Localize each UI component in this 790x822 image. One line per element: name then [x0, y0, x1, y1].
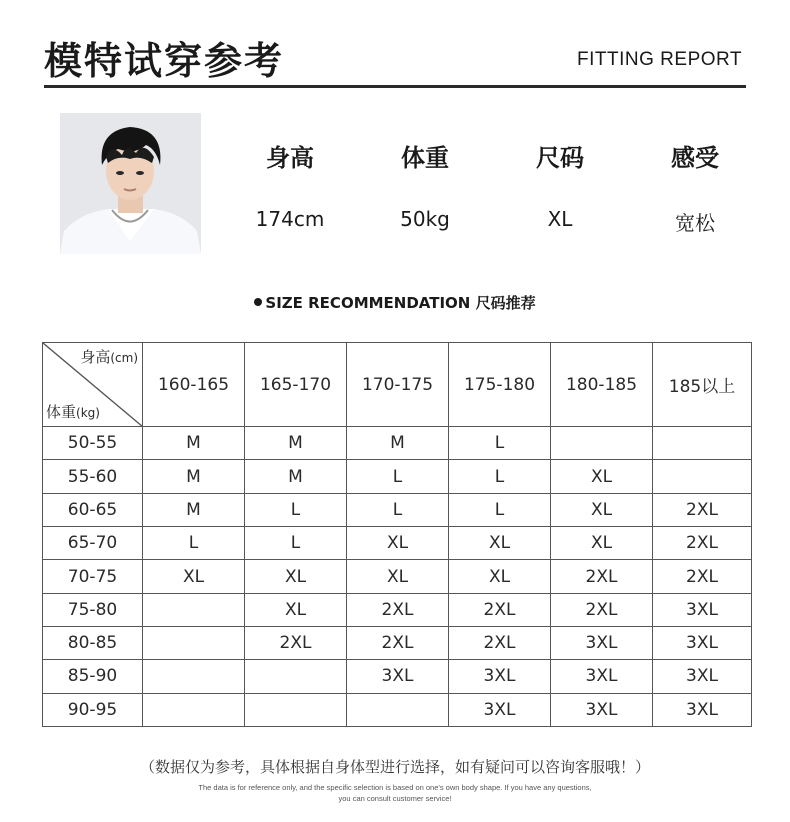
size-cell: 3XL [653, 626, 752, 659]
size-cell: M [143, 460, 245, 493]
size-cell [245, 660, 347, 693]
size-cell: 2XL [551, 593, 653, 626]
model-weight-value: 50kg [400, 207, 450, 231]
size-cell: XL [551, 460, 653, 493]
size-cell: M [143, 493, 245, 526]
size-cell: XL [347, 527, 449, 560]
size-recommendation-title [0, 292, 790, 313]
row-weight-label: 80-85 [43, 626, 143, 659]
column-header: 180-185 [551, 343, 653, 427]
size-cell: XL [347, 560, 449, 593]
size-recommendation-label: SIZE RECOMMENDATION 尺码推荐 [265, 294, 536, 312]
footer-note-en-line-2: you can consult customer service! [338, 794, 452, 803]
corner-weight-label: 体重(kg) [46, 403, 100, 422]
model-height-value: 174cm [255, 207, 325, 231]
size-cell: 2XL [347, 626, 449, 659]
column-header: 175-180 [449, 343, 551, 427]
size-cell: 3XL [551, 660, 653, 693]
table-corner-cell [43, 343, 143, 427]
table-row [43, 427, 752, 460]
size-cell: 2XL [245, 626, 347, 659]
size-cell: 3XL [347, 660, 449, 693]
size-cell [143, 693, 245, 726]
row-weight-label: 85-90 [43, 660, 143, 693]
size-cell: 3XL [551, 693, 653, 726]
size-cell: M [347, 427, 449, 460]
size-cell [143, 660, 245, 693]
size-cell [143, 593, 245, 626]
column-header: 170-175 [347, 343, 449, 427]
size-cell [653, 460, 752, 493]
size-cell: 2XL [551, 560, 653, 593]
table-row [43, 660, 752, 693]
page-subtitle: FITTING REPORT [577, 49, 742, 70]
size-cell [245, 693, 347, 726]
size-cell: 2XL [449, 593, 551, 626]
size-chart-table [42, 342, 752, 727]
size-cell: M [143, 427, 245, 460]
size-cell: 3XL [653, 660, 752, 693]
size-cell: XL [449, 560, 551, 593]
model-height-heading: 身高 [266, 144, 314, 172]
size-cell: 3XL [653, 593, 752, 626]
bullet-dot-icon [254, 298, 262, 306]
table-row [43, 626, 752, 659]
row-weight-label: 55-60 [43, 460, 143, 493]
footer-note-en [0, 782, 790, 804]
size-cell: 2XL [449, 626, 551, 659]
footer-note-cn: （数据仅为参考，具体根据自身体型进行选择，如有疑问可以咨询客服哦！） [139, 758, 650, 776]
size-cell: XL [245, 593, 347, 626]
size-cell: 3XL [449, 660, 551, 693]
footer-note-en-line-1: The data is for reference only, and the specific selection is based on one's own body shape. If you have any questions, [198, 783, 592, 792]
size-cell: XL [551, 527, 653, 560]
size-cell [551, 427, 653, 460]
size-cell: M [245, 460, 347, 493]
model-size-heading: 尺码 [536, 144, 584, 172]
size-cell: M [245, 427, 347, 460]
table-header-row [43, 343, 752, 427]
size-cell [143, 626, 245, 659]
size-cell: XL [245, 560, 347, 593]
column-header: 160-165 [143, 343, 245, 427]
column-header: 185以上 [653, 343, 752, 427]
size-cell: L [347, 460, 449, 493]
table-row [43, 527, 752, 560]
model-feel-value: 宽松 [675, 211, 715, 235]
size-cell: 2XL [653, 560, 752, 593]
size-cell: 3XL [551, 626, 653, 659]
size-cell: L [245, 493, 347, 526]
row-weight-label: 90-95 [43, 693, 143, 726]
size-cell: L [449, 460, 551, 493]
table-row [43, 460, 752, 493]
corner-height-label: 身高(cm) [80, 348, 138, 366]
row-weight-label: 70-75 [43, 560, 143, 593]
size-cell [653, 427, 752, 460]
row-weight-label: 50-55 [43, 427, 143, 460]
row-weight-label: 60-65 [43, 493, 143, 526]
page-title: 模特试穿参考 [44, 39, 285, 83]
row-weight-label: 65-70 [43, 527, 143, 560]
model-photo-illustration [60, 113, 201, 254]
size-cell: 3XL [449, 693, 551, 726]
column-header: 165-170 [245, 343, 347, 427]
size-cell: XL [551, 493, 653, 526]
table-row [43, 560, 752, 593]
model-photo [60, 113, 201, 254]
size-cell: XL [143, 560, 245, 593]
size-cell [347, 693, 449, 726]
size-cell: L [449, 493, 551, 526]
table-row [43, 693, 752, 726]
header-divider [44, 85, 746, 88]
table-body [43, 427, 752, 727]
table-row [43, 593, 752, 626]
size-cell: 2XL [653, 527, 752, 560]
size-cell: 2XL [653, 493, 752, 526]
row-weight-label: 75-80 [43, 593, 143, 626]
size-cell: L [245, 527, 347, 560]
table-row [43, 493, 752, 526]
size-cell: L [347, 493, 449, 526]
model-feel-heading: 感受 [671, 144, 719, 172]
model-size-value: XL [547, 207, 573, 231]
size-cell: L [143, 527, 245, 560]
size-cell: 3XL [653, 693, 752, 726]
size-cell: XL [449, 527, 551, 560]
size-cell: 2XL [347, 593, 449, 626]
size-cell: L [449, 427, 551, 460]
model-weight-heading: 体重 [401, 144, 449, 172]
